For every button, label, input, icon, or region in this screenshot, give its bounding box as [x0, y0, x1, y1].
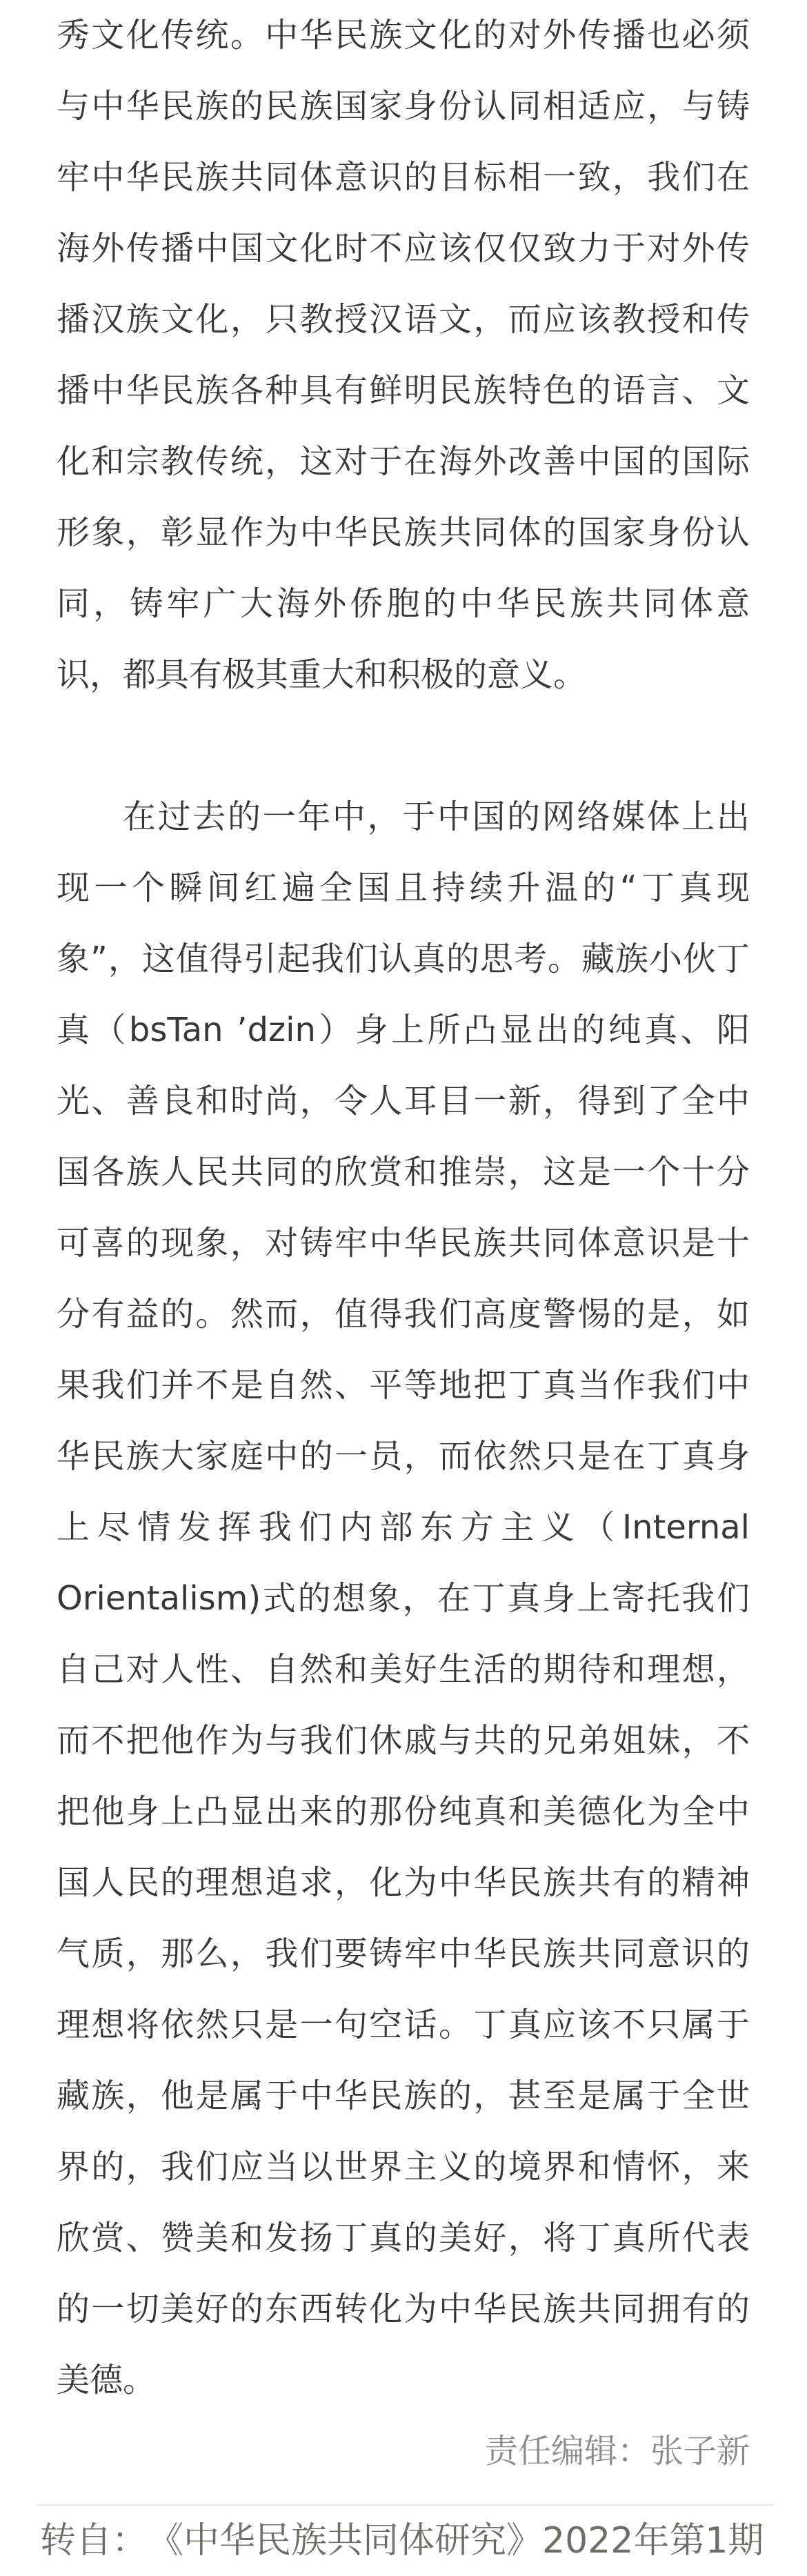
article-paragraph-2: 在过去的一年中，于中国的网络媒体上出现一个瞬间红遍全国且持续升温的“丁真现象”，这值得引起我们认真的思考。藏族小伙丁真（bsTan ’dzin）身上所凸显出的纯真、阳光、善良和时尚，令人耳目一新，得到了全中国各族人民共同的欣赏和推崇，这是一个十分可喜的现象，对铸牢中华民族共同体意识是十分有益的。然而，值得我们高度警惕的是，如果我们并不是自然、平等地把丁真当作我们中华民族大家庭中的一员，而依然只是在丁真身上尽情发挥我们内部东方主义（Internal Orientalism)式的想象，在丁真身上寄托我们自己对人性、自然和美好生活的期待和理想，而不把他作为与我们休戚与共的兄弟姐妹，不把他身上凸显出来的那份纯真和美德化为全中国人民的理想追求，化为中华民族共有的精神气质，那么，我们要铸牢中华民族共同意识的理想将依然只是一句空话。丁真应该不只属于藏族，他是属于中华民族的，甚至是属于全世界的，我们应当以世界主义的境界和情怀，来欣赏、赞美和发扬丁真的美好，将丁真所代表的一切美好的东西转化为中华民族共同拥有的美德。 [57, 797, 750, 2399]
editor-credit: 责任编辑：张子新 [484, 2432, 750, 2470]
section-divider [37, 2504, 773, 2506]
source-citation: 转自： 《中华民族共同体研究》2022年第1期 [40, 2520, 764, 2562]
article-paragraph-1: 秀文化传统。中华民族文化的对外传播也必须与中华民族的民族国家身份认同相适应，与铸牢中华民族共同体意识的目标相一致，我们在海外传播中国文化时不应该仅仅致力于对外传播汉族文化，只教授汉语文，而应该教授和传播中华民族各种具有鲜明民族特色的语言、文化和宗教传统，这对于在海外改善中国的国际形象，彰显作为中华民族共同体的国家身份认同，铸牢广大海外侨胞的中华民族共同体意识，都具有极其重大和积极的意义。 [57, 16, 750, 694]
